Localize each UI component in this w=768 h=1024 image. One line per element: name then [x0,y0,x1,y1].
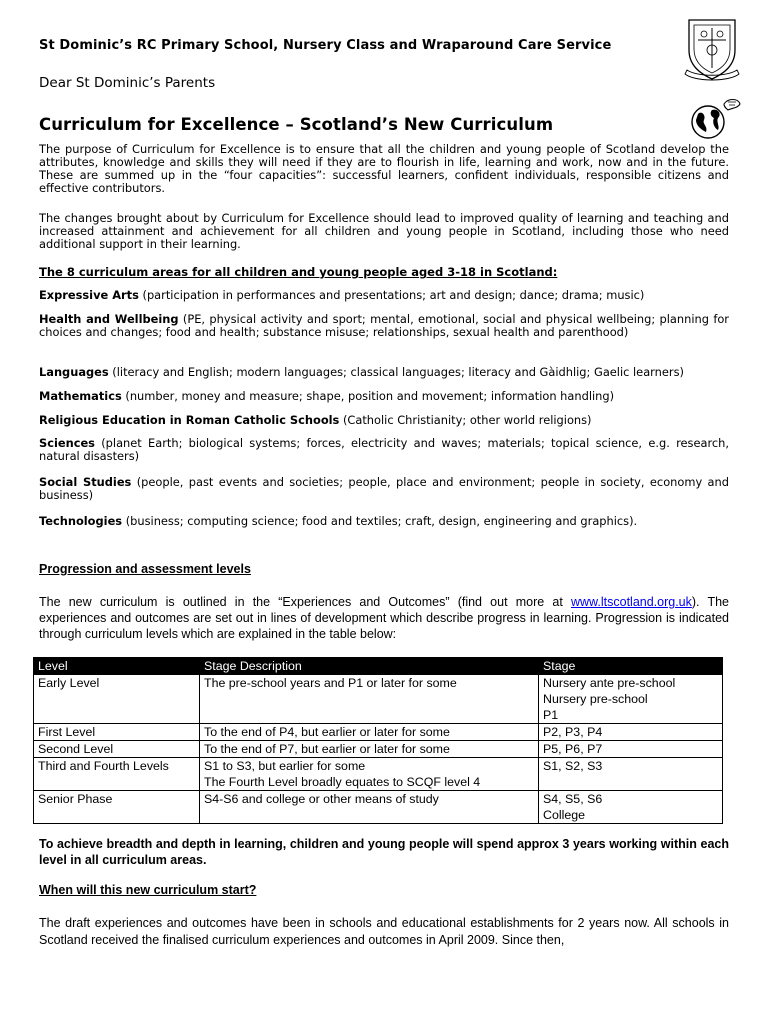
cell-stage [539,741,723,758]
area-name: Religious Education in Roman Catholic Schools [39,413,340,427]
progression-paragraph [39,594,729,642]
school-crest-icon [683,16,741,84]
area-description: (participation in performances and presentations; art and design; dance; drama; music) [138,288,645,302]
table-row [34,675,723,724]
area-description: (Catholic Christianity; other world religions) [339,413,592,427]
stage-line: S1, S2, S3 [543,759,603,773]
area-description: (number, money and measure; shape, position and movement; information handling) [121,389,615,403]
area-name: Expressive Arts [39,288,139,302]
curriculum-area-item [39,414,729,427]
stage-line: Nursery ante pre-school [543,676,676,690]
stage-line: Nursery pre-school [543,692,648,706]
cell-level: Early Level [34,675,200,724]
area-description: (people, past events and societies; people, place and environment; people in society, economy and business) [39,475,729,502]
cell-stage [539,791,723,824]
area-name: Technologies [39,514,123,528]
cell-description [200,675,539,724]
cell-level: Second Level [34,741,200,758]
curriculum-area-item [39,515,729,528]
description-line: To the end of P7, but earlier or later for some [204,742,450,756]
cell-description [200,791,539,824]
page-title: Curriculum for Excellence – Scotland’s New Curriculum [39,115,554,134]
area-description: (planet Earth; biological systems; forces, electricity and waves; materials; topical science, e.g. research, natural disasters) [39,436,729,463]
area-name: Social Studies [39,475,132,489]
start-paragraph: The draft experiences and outcomes have been in schools and educational establishments for 2 years now. All schools in Scotland received the finalised curriculum experiences and outcomes in April 2009. Since then, [39,916,729,947]
school-name: St Dominic’s RC Primary School, Nursery Class and Wraparound Care Service [39,38,612,53]
stage-line: S4, S5, S6 [543,792,603,806]
progression-text-before: The new curriculum is outlined in the “Experiences and Outcomes” (find out more at [39,595,571,609]
progression-text-after: ). The experiences and outcomes are set out in lines of development which describe progress in learning. Progression is indicated through curriculum levels which are explained in the table below: [39,595,730,641]
intro-paragraph: The purpose of Curriculum for Excellence is to ensure that all the children and young people of Scotland develop the attributes, knowledge and skills they will need if they are to flourish in life, learning and work, now and in the future. These are summed up in the “four capacities”: successful learners, confident individuals, responsible citizens and effective contributors. [39,142,729,195]
area-name: Sciences [39,436,95,450]
globe-icon [688,96,742,142]
header-stage: Stage [539,658,723,675]
progression-heading: Progression and assessment levels [39,562,251,576]
intro-paragraph: The changes brought about by Curriculum for Excellence should lead to improved quality of learning and teaching and increased attainment and achievement for all children and young people in Scotland, including those who need additional support in their learning. [39,211,729,251]
description-line: The Fourth Level broadly equates to SCQF level 4 [204,775,481,789]
breadth-statement: To achieve breadth and depth in learning, children and young people will spend approx 3 years working within each level in all curriculum areas. [39,837,729,867]
levels-table [33,657,723,824]
table-row [34,791,723,824]
area-description: (business; computing science; food and textiles; craft, design, engineering and graphics). [122,514,638,528]
start-heading: When will this new curriculum start? [39,883,257,897]
stage-line: College [543,808,586,822]
header-stage-description: Stage Description [200,658,539,675]
table-row [34,758,723,791]
cell-stage [539,758,723,791]
area-description: (PE, physical activity and sport; mental, emotional, social and physical wellbeing; planning for choices and changes; food and health; substance misuse; relationships, sexual health and parenthood) [39,312,729,339]
curriculum-area-item [39,437,729,463]
area-description: (literacy and English; modern languages; classical languages; literacy and Gàidhlig; Gaelic learners) [108,365,684,379]
stage-line: P5, P6, P7 [543,742,603,756]
table-header-row [34,658,723,675]
greeting: Dear St Dominic’s Parents [39,75,216,91]
description-line: S4-S6 and college or other means of study [204,792,439,806]
ltscotland-link[interactable]: www.ltscotland.org.uk [571,595,692,609]
curriculum-area-item [39,390,729,403]
area-name: Health and Wellbeing [39,312,179,326]
cell-stage [539,675,723,724]
header-level: Level [34,658,200,675]
area-name: Languages [39,365,109,379]
area-name: Mathematics [39,389,122,403]
cell-description [200,758,539,791]
curriculum-area-item [39,366,729,379]
cell-stage [539,724,723,741]
curriculum-area-item [39,289,729,302]
stage-line: P2, P3, P4 [543,725,603,739]
curriculum-area-item [39,476,729,502]
stage-line: P1 [543,708,559,722]
cell-description [200,741,539,758]
curriculum-areas-heading: The 8 curriculum areas for all children and young people aged 3-18 in Scotland: [39,265,558,279]
curriculum-area-item [39,313,729,339]
table-row [34,724,723,741]
cell-level: Senior Phase [34,791,200,824]
description-line: The pre-school years and P1 or later for some [204,676,457,690]
cell-description [200,724,539,741]
cell-level: First Level [34,724,200,741]
cell-level: Third and Fourth Levels [34,758,200,791]
description-line: To the end of P4, but earlier or later for some [204,725,450,739]
table-row [34,741,723,758]
description-line: S1 to S3, but earlier for some [204,759,366,773]
